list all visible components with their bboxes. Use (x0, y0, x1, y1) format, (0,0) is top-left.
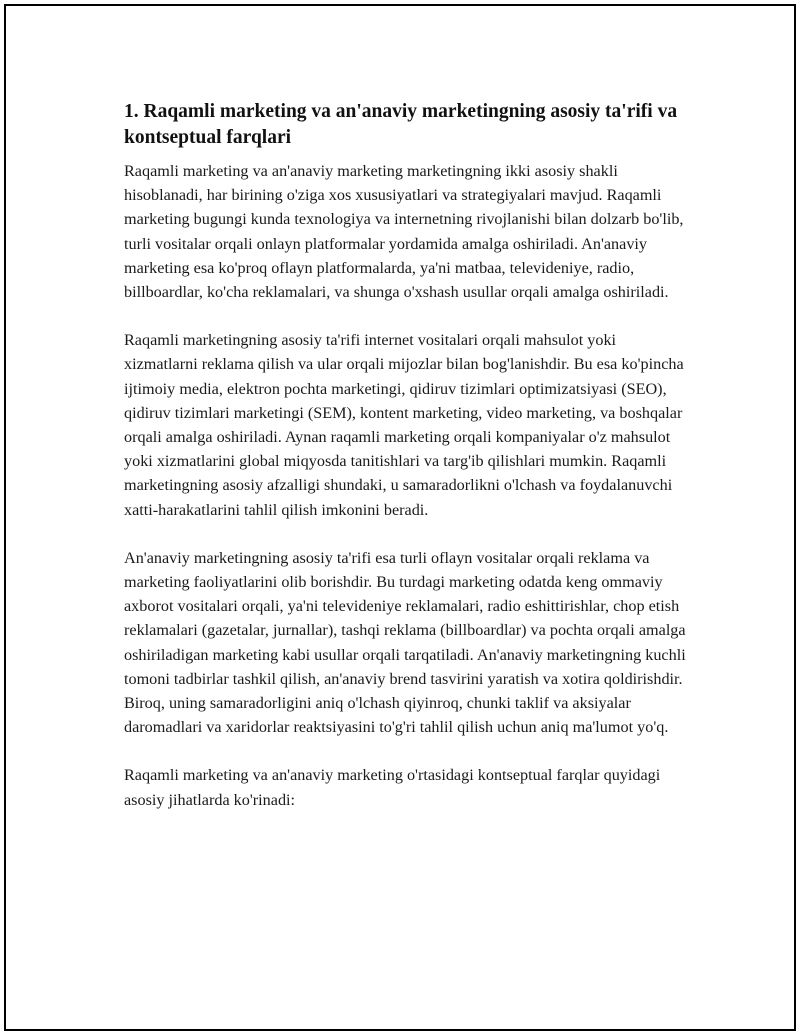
paragraph-intro: Raqamli marketing va an'anaviy marketing marketingning ikki asosiy shakli hisoblanadi, har birining o'ziga xos xususiyatlari va strategiyalari mavjud. Raqamli marketing bugungi kunda texnologiya va internetning rivojlanishi bilan dolzarb bo'lib, turli vositalar orqali onlayn platformalar yordamida amalga oshiriladi. An'anaviy marketing esa ko'proq oflayn platformalarda, ya'ni matbaa, televideniye, radio, billboardlar, ko'cha reklamalari, va shunga o'xshash usullar orqali amalga oshiriladi. (124, 162, 684, 302)
paragraph-traditional-marketing: An'anaviy marketingning asosiy ta'rifi esa turli oflayn vositalar orqali reklama va marketing faoliyatlarini olib borishdir. Bu turdagi marketing odatda keng ommaviy axborot vositalari orqali, ya'ni televideniye reklamalari, radio eshittirishlar, chop etish reklamalari (gazetalar, jurnallar), tashqi reklama (billboardlar) va pochta orqali amalga oshiriladigan marketing kabi usullar orqali tarqatiladi. An'anaviy marketingning kuchli tomoni tadbirlar tashkil qilish, an'anaviy brend tasvirini yaratish va xotira qoldirishdir. Biroq, uning samaradorligini aniq o'lchash qiyinroq, chunki taklif va aksiyalar daromadlari va xaridorlar reaktsiyasini to'g'ri tahlil qilish uchun aniq ma'lumot yo'q. (124, 548, 686, 737)
page-frame (4, 4, 796, 1031)
document-body (120, 99, 692, 812)
paragraph-digital-marketing: Raqamli marketingning asosiy ta'rifi internet vositalari orqali mahsulot yoki xizmatlarni reklama qilish va ular orqali mijozlar bilan bog'lanishdir. Bu esa ko'pincha ijtimoiy media, elektron pochta marketingi, qidiruv tizimlari optimizatsiyasi (SEO), qidiruv tizimlari marketingi (SEM), kontent marketing, video marketing, va boshqalar orqali amalga oshiriladi. Aynan raqamli marketing orqali kompaniyalar o'z mahsulot yoki xizmatlarini global miqyosda tanitishlari va targ'ib qilishlari mumkin. Raqamli marketingning asosiy afzalligi shundaki, u samaradorlikni o'lchash va foydalanuvchi xatti-harakatlarini tahlil qilish imkonini beradi. (124, 331, 684, 519)
paragraph-conceptual-differences: Raqamli marketing va an'anaviy marketing o'rtasidagi kontseptual farqlar quyidagi asosiy jihatlarda ko'rinadi: (124, 766, 661, 809)
section-heading: 1. Raqamli marketing va an'anaviy marketingning asosiy ta'rifi va kontseptual farqlari (124, 101, 678, 148)
